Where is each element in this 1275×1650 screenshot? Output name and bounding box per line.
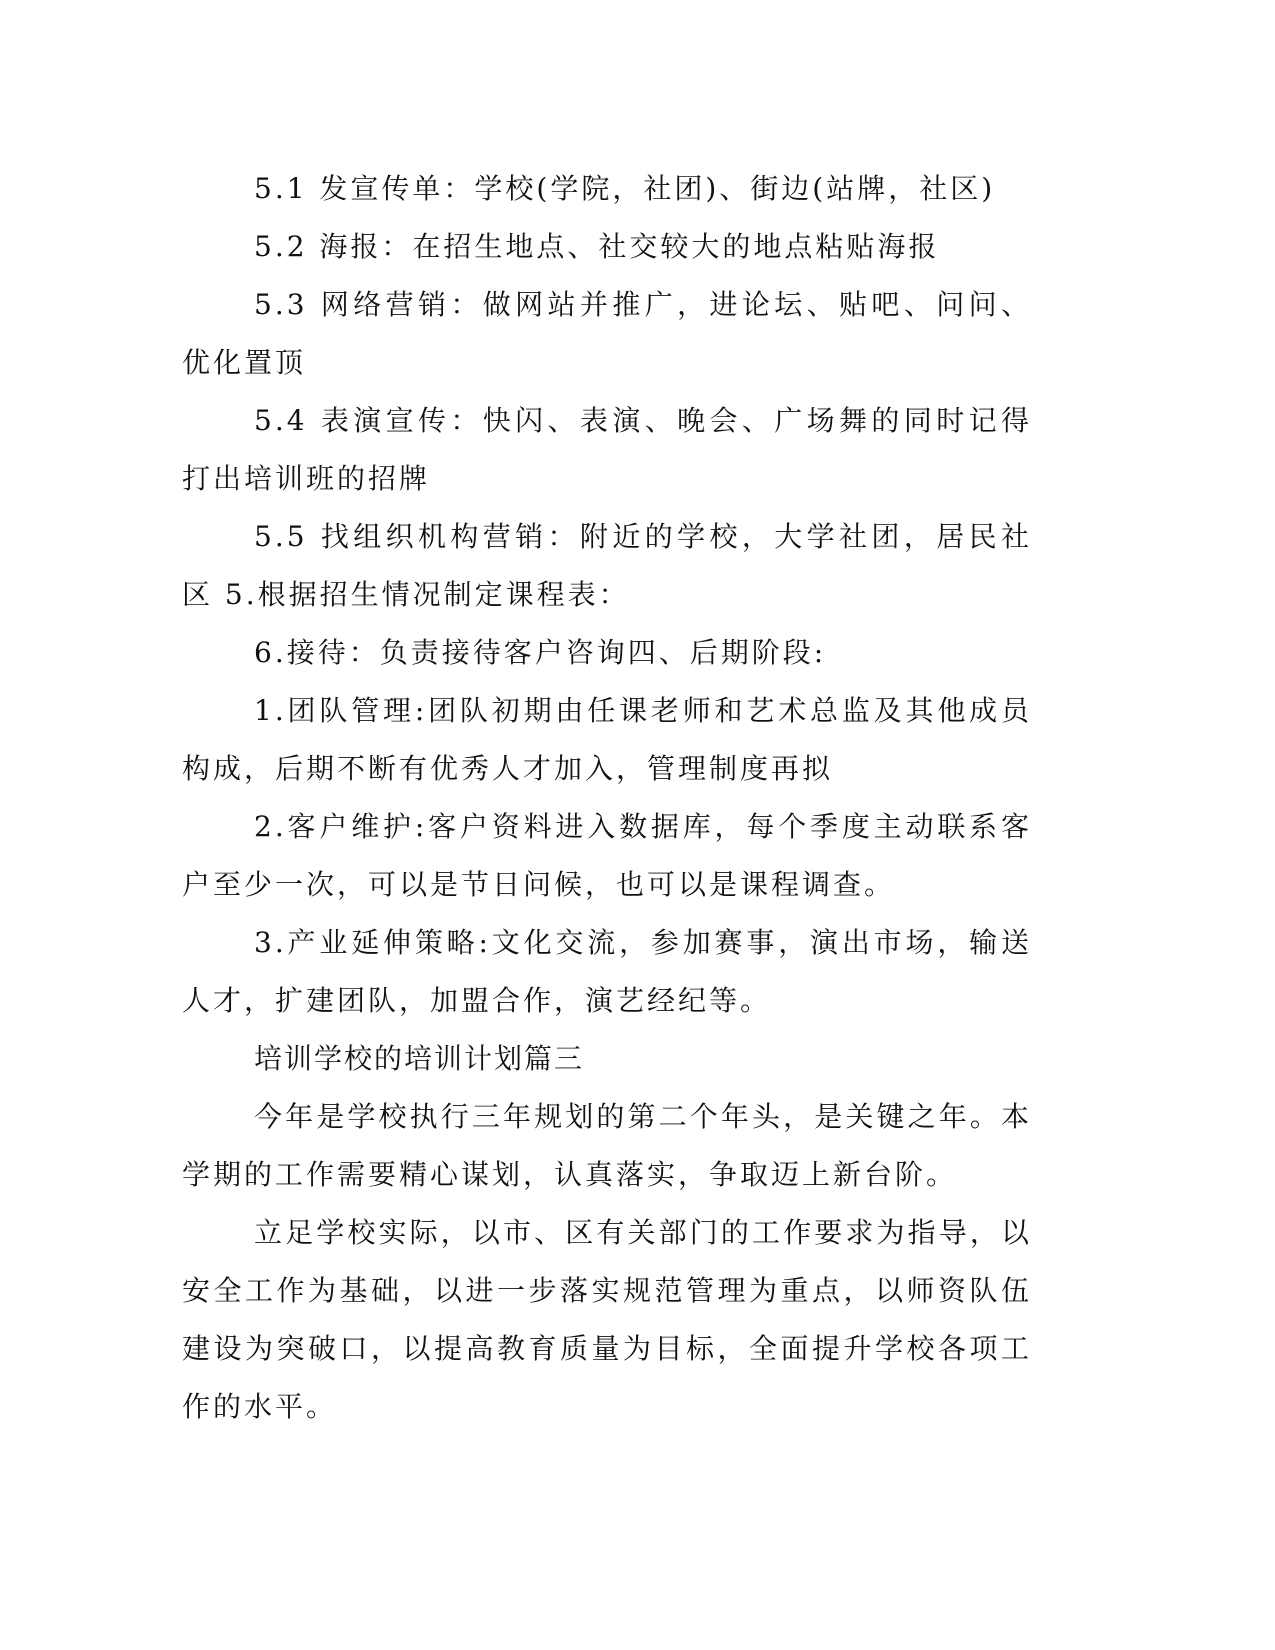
document-body [182,160,1032,1436]
paragraph-3-industry-extension: 3.产业延伸策略:文化交流，参加赛事，演出市场，输送人才，扩建团队，加盟合作，演艺经纪等。 [182,926,1032,1017]
paragraph-guiding-principles: 立足学校实际，以市、区有关部门的工作要求为指导，以安全工作为基础，以进一步落实规范管理为重点，以师资队伍建设为突破口，以提高教育质量为目标，全面提升学校各项工作的水平。 [182,1216,1032,1423]
paragraph-5-2-posters: 5.2 海报：在招生地点、社交较大的地点粘贴海报 [254,230,940,263]
paragraph-5-3-online-marketing: 5.3 网络营销：做网站并推广，进论坛、贴吧、问问、优化置顶 [182,288,1032,379]
paragraph-2-customer-maintenance: 2.客户维护:客户资料进入数据库，每个季度主动联系客户至少一次，可以是节日问候，也可以是课程调查。 [182,810,1032,901]
paragraph-6-reception: 6.接待：负责接待客户咨询四、后期阶段: [254,636,827,669]
section-heading: 培训学校的培训计划篇三 [254,1042,585,1075]
paragraph-5-4-performance-promotion: 5.4 表演宣传：快闪、表演、晚会、广场舞的同时记得打出培训班的招牌 [182,404,1032,495]
paragraph-year-overview: 今年是学校执行三年规划的第二个年头，是关键之年。本学期的工作需要精心谋划，认真落实，争取迈上新台阶。 [182,1100,1032,1191]
paragraph-5-5-organization-marketing: 5.5 找组织机构营销：附近的学校，大学社团，居民社区 5.根据招生情况制定课程表： [182,520,1032,611]
paragraph-1-team-management: 1.团队管理:团队初期由任课老师和艺术总监及其他成员构成，后期不断有优秀人才加入，管理制度再拟 [182,694,1032,785]
paragraph-5-1-flyers: 5.1 发宣传单：学校(学院，社团)、街边(站牌，社区) [254,172,996,205]
